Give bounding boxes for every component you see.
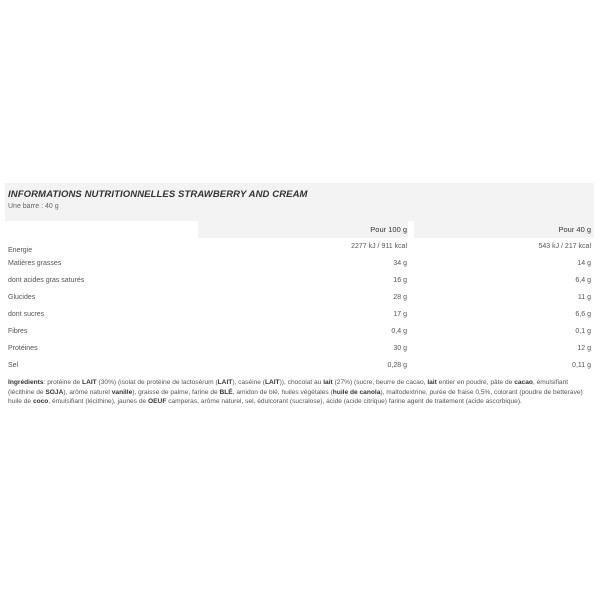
row-value-per100: 0,28 g <box>387 362 407 369</box>
column-header-per100: Pour 100 g <box>198 221 408 238</box>
row-label: Protéines <box>8 345 38 352</box>
ingredients-text: Ingrédients: protéine de LAIT (30%) (isolat de protéine de lactosérum (LAIT), caséine (LAIT)), chocolat au lait (27%) (sucre, beurre de cacao, lait entier en poudre, pâte de cacao, émulsifiant (lécithine de SOJA), arôme naturel vanille), graisse de palme, farine de BLÉ, amidon de blé, huiles végétales (huile de canola), maltodextrine, purée de fraise 0,5%, colorant (poudre de betterave) huile de coco, émulsifiant (lécithine), jaunes de OEUF camperas, arôme naturel, sel, édulcorant (sucralose), acide (acide citrique) farine agent de traitement (acide ascorbique). <box>8 379 583 406</box>
row-value-per100: 0,4 g <box>391 328 407 335</box>
row-value-per100: 2277 kJ / 911 kcal <box>351 243 407 250</box>
row-label: dont acides gras saturés <box>8 277 85 284</box>
table-row <box>5 272 594 289</box>
column-header-label <box>5 221 198 238</box>
row-value-per100: 28 g <box>393 294 407 301</box>
row-value-per40: 12 g <box>577 345 591 352</box>
row-value-per100: 30 g <box>393 345 407 352</box>
table-row <box>5 306 594 323</box>
row-label: Glucides <box>8 294 36 301</box>
row-value-per40: 0,1 g <box>575 328 591 335</box>
row-label: Sel <box>8 362 19 369</box>
nutrition-header <box>5 183 594 221</box>
row-value-per40: 0,11 g <box>572 362 591 369</box>
row-value-per100: 17 g <box>393 311 407 318</box>
row-label: Fibres <box>8 328 28 335</box>
table-header-row <box>5 221 594 238</box>
row-value-per40: 14 g <box>577 260 591 267</box>
table-row <box>5 323 594 340</box>
row-value-per40: 6,4 g <box>575 277 591 284</box>
row-value-per100: 34 g <box>393 260 407 267</box>
row-label: Matières grasses <box>8 260 62 267</box>
ingredients-label: Ingrédients <box>8 379 44 386</box>
column-header-per40: Pour 40 g <box>414 221 594 238</box>
row-value-per40: 11 g <box>577 294 591 301</box>
row-label: dont sucres <box>8 311 45 318</box>
row-value-per100: 16 g <box>393 277 407 284</box>
row-value-per40: 543 kJ / 217 kcal <box>538 243 591 250</box>
nutrition-table <box>5 221 594 374</box>
row-value-per40: 6,6 g <box>575 311 591 318</box>
table-row <box>5 357 594 374</box>
nutrition-title: INFORMATIONS NUTRITIONNELLES STRAWBERRY AND CREAM <box>8 189 308 200</box>
serving-size: Une barre : 40 g <box>8 203 59 210</box>
row-label: Energie <box>8 247 33 254</box>
table-row <box>5 238 594 255</box>
table-row <box>5 255 594 272</box>
table-row <box>5 289 594 306</box>
table-row <box>5 340 594 357</box>
nutrition-panel <box>5 183 594 407</box>
